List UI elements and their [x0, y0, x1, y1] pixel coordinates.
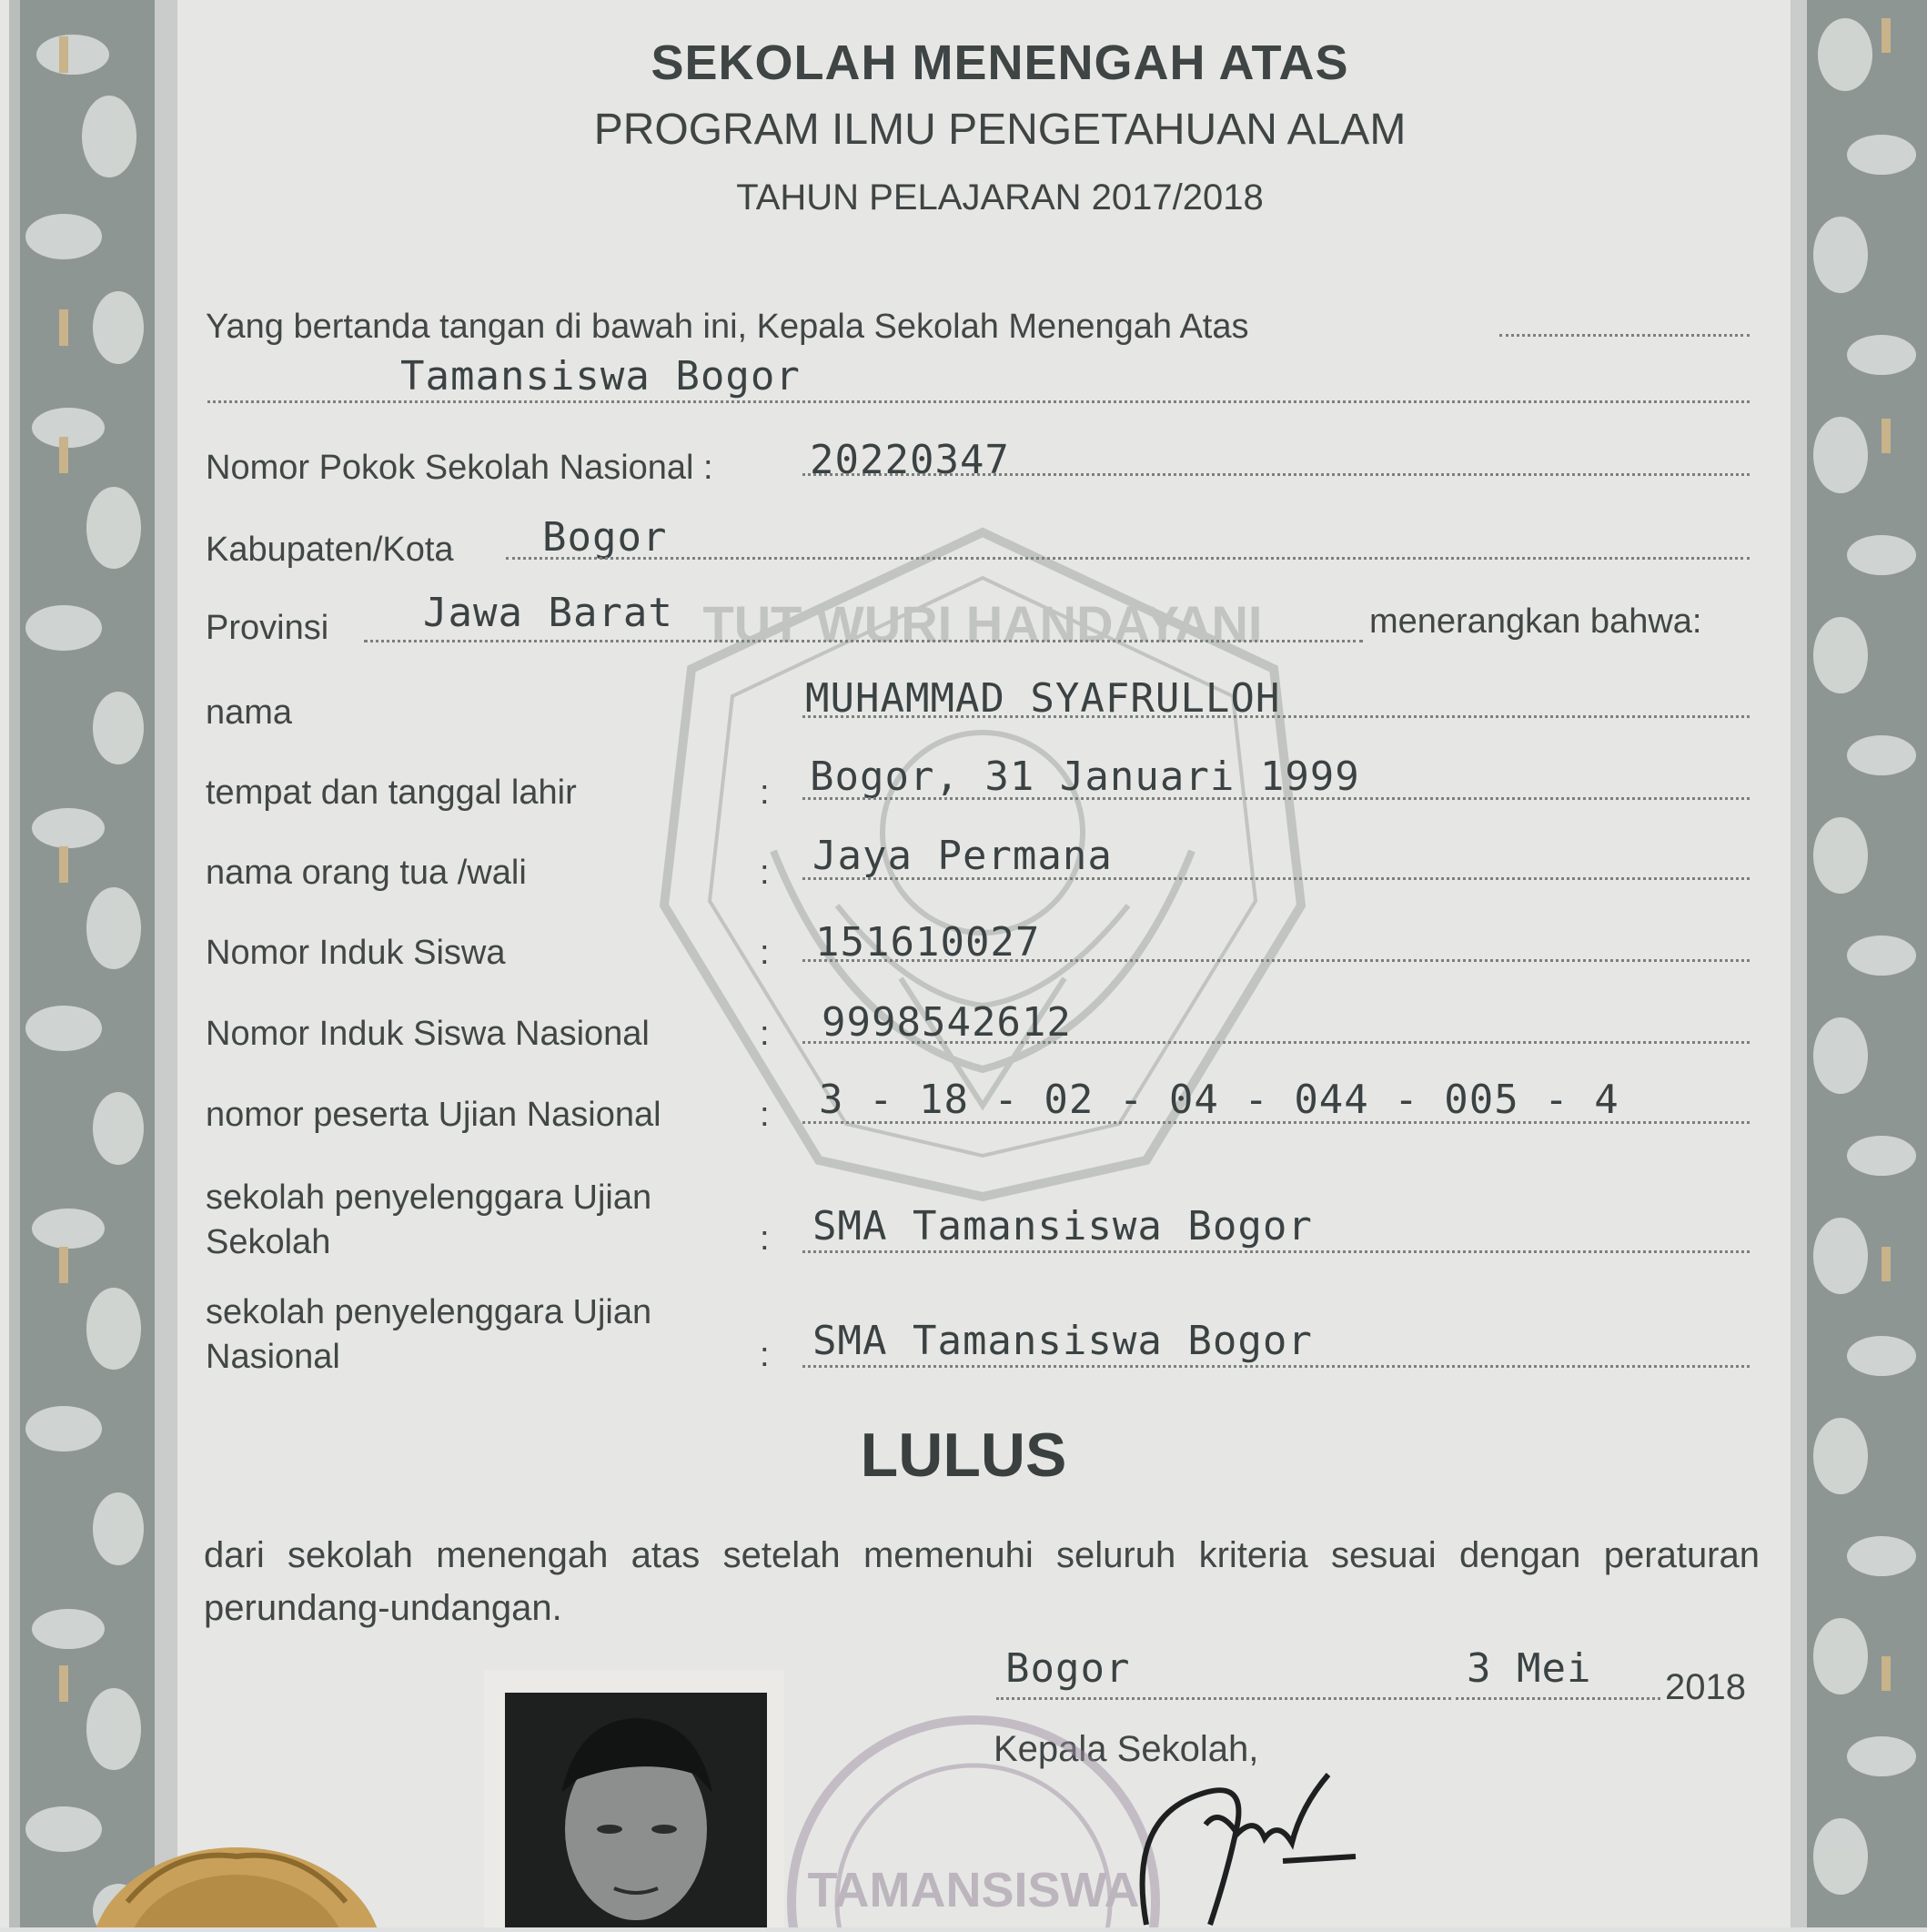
program-heading: PROGRAM ILMU PENGETAHUAN ALAM — [593, 106, 1407, 154]
field-value-nis: 151610027 — [815, 919, 1041, 966]
student-photo — [505, 1693, 767, 1927]
dotted-line — [802, 959, 1750, 962]
statement-text: menerangkan bahwa: — [1369, 602, 1702, 641]
field-label-name: nama — [206, 693, 293, 732]
field-label-national-exam: sekolah penyelenggara Ujian Nasional — [206, 1293, 652, 1376]
field-label-nisn: Nomor Induk Siswa Nasional — [206, 1015, 650, 1053]
intro-text: Yang bertanda tangan di bawah ini, Kepala Sekolah Menengah Atas — [206, 308, 1249, 346]
dotted-line — [802, 715, 1750, 718]
school-stamp — [782, 1711, 1165, 1927]
school-type-heading: SEKOLAH MENENGAH ATAS — [651, 35, 1349, 90]
field-label-birth: tempat dan tanggal lahir — [206, 774, 577, 812]
dotted-line — [996, 1697, 1451, 1700]
dotted-line — [364, 640, 1363, 642]
signature-year: 2018 — [1665, 1667, 1746, 1707]
field-value-name: MUHAMMAD SYAFRULLOH — [805, 675, 1281, 722]
province-label: Provinsi — [206, 609, 329, 647]
dotted-line — [802, 877, 1750, 880]
field-value-exam-number: 3 - 18 - 02 - 04 - 044 - 005 - 4 — [819, 1077, 1619, 1123]
dotted-line — [802, 1121, 1750, 1124]
city-value: Bogor — [542, 514, 668, 561]
city-label: Kabupaten/Kota — [206, 531, 454, 569]
field-value-school-exam: SMA Tamansiswa Bogor — [812, 1203, 1313, 1249]
dotted-line — [1499, 334, 1750, 337]
signature-place: Bogor — [1005, 1645, 1131, 1692]
signature-date: 3 Mei — [1467, 1645, 1592, 1692]
gold-seal — [91, 1829, 382, 1927]
dotted-line — [207, 400, 1750, 403]
province-value: Jawa Barat — [423, 590, 673, 636]
field-value-nisn: 9998542612 — [822, 999, 1072, 1046]
field-value-birth: Bogor, 31 Januari 1999 — [810, 754, 1360, 800]
signature-title: Kepala Sekolah, — [994, 1729, 1259, 1769]
dotted-line — [802, 797, 1750, 800]
stamp-text: TAMANSISWA — [807, 1863, 1140, 1917]
field-label-parent: nama orang tua /wali — [206, 854, 527, 892]
dotted-line — [506, 557, 1750, 560]
field-label-school-exam: sekolah penyelenggara Ujian Sekolah — [206, 1178, 652, 1261]
dotted-line — [802, 1041, 1750, 1044]
result-status: LULUS — [860, 1421, 1067, 1490]
academic-year-heading: TAHUN PELAJARAN 2017/2018 — [736, 177, 1264, 217]
dotted-line — [802, 473, 1750, 476]
watermark-motto: TUT WURI HANDAYANI — [702, 595, 1263, 652]
dotted-line — [1456, 1697, 1660, 1700]
dotted-line — [802, 1365, 1750, 1368]
npsn-label: Nomor Pokok Sekolah Nasional : — [206, 449, 713, 487]
field-value-parent: Jaya Permana — [812, 833, 1113, 879]
ornamental-border-left — [9, 0, 177, 1927]
npsn-value: 20220347 — [810, 437, 1010, 483]
dotted-line — [802, 1250, 1750, 1253]
school-name-value: Tamansiswa Bogor — [400, 353, 801, 400]
ornamental-border-right — [1791, 0, 1927, 1927]
result-description: dari sekolah menengah atas setelah memenuhi seluruh kriteria sesuai dengan peraturan perundang-undangan. — [204, 1535, 1760, 1628]
field-value-national-exam: SMA Tamansiswa Bogor — [812, 1318, 1313, 1364]
field-label-exam-number: nomor peserta Ujian Nasional — [206, 1096, 661, 1134]
field-label-nis: Nomor Induk Siswa — [206, 934, 506, 972]
principal-signature — [1119, 1770, 1392, 1927]
